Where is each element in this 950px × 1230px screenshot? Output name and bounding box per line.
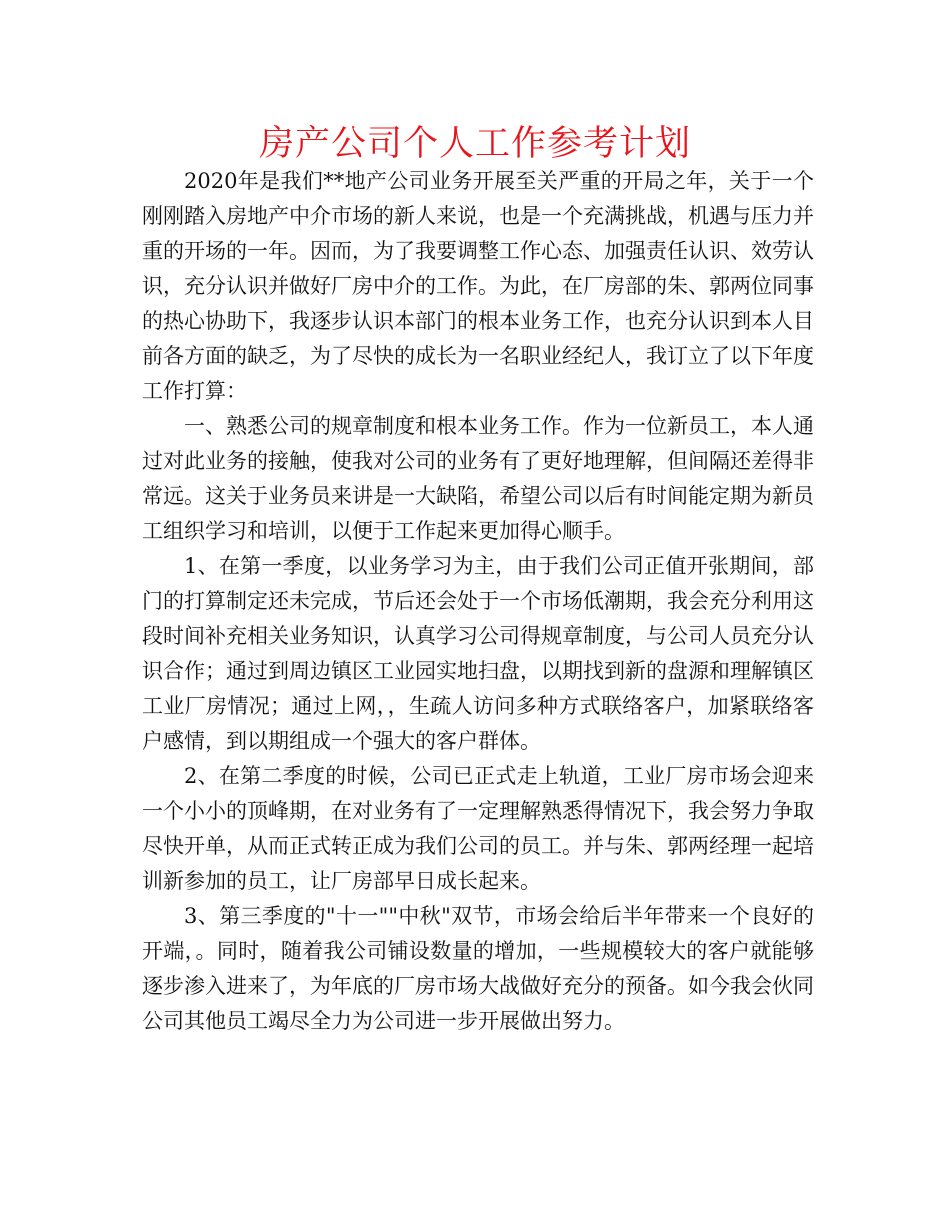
document-body [142, 164, 814, 1039]
paragraph-q1-plan: 1、在第一季度，以业务学习为主，由于我们公司正值开张期间，部门的打算制定还未完成，节后还会处于一个市场低潮期，我会充分利用这段时间补充相关业务知识，认真学习公司得规章制度，与公司人员充分认识合作；通过到周边镇区工业园实地扫盘，以期找到新的盘源和理解镇区工业厂房情况；通过上网，，生疏人访问多种方式联络客户，加紧联络客户感情，到以期组成一个强大的客户群体。 [142, 554, 814, 753]
paragraph-section-one: 一、熟悉公司的规章制度和根本业务工作。作为一位新员工，本人通过对此业务的接触，使我对公司的业务有了更好地理解，但间隔还差得非常远。这关于业务员来讲是一大缺陷，希望公司以后有时间能定期为新员工组织学习和培训，以便于工作起来更加得心顺手。 [142, 414, 814, 543]
paragraph-intro: 2020年是我们**地产公司业务开展至关严重的开局之年，关于一个刚刚踏入房地产中介市场的新人来说，也是一个充满挑战，机遇与压力并重的开场的一年。因而，为了我要调整工作心态、加强责任认识、效劳认识，充分认识并做好厂房中介的工作。为此，在厂房部的朱、郭两位同事的热心协助下，我逐步认识本部门的根本业务工作，也充分认识到本人目前各方面的缺乏，为了尽快的成长为一名职业经纪人，我订立了以下年度工作打算： [142, 169, 814, 403]
paragraph-q2-plan: 2、在第二季度的时候，公司已正式走上轨道，工业厂房市场会迎来一个小小的顶峰期，在对业务有了一定理解熟悉得情况下，我会努力争取尽快开单，从而正式转正成为我们公司的员工。并与朱、郭两经理一起培训新参加的员工，让厂房部早日成长起来。 [142, 764, 814, 893]
document-title: 房产公司个人工作参考计划 [258, 124, 691, 164]
paragraph-q3-plan: 3、第三季度的"十一""中秋"双节，市场会给后半年带来一个良好的开端，。同时，随着我公司铺设数量的增加，一些规模较大的客户就能够逐步渗入进来了，为年底的厂房市场大战做好充分的预备。如今我会伙同公司其他员工竭尽全力为公司进一步开展做出努力。 [142, 904, 814, 1033]
